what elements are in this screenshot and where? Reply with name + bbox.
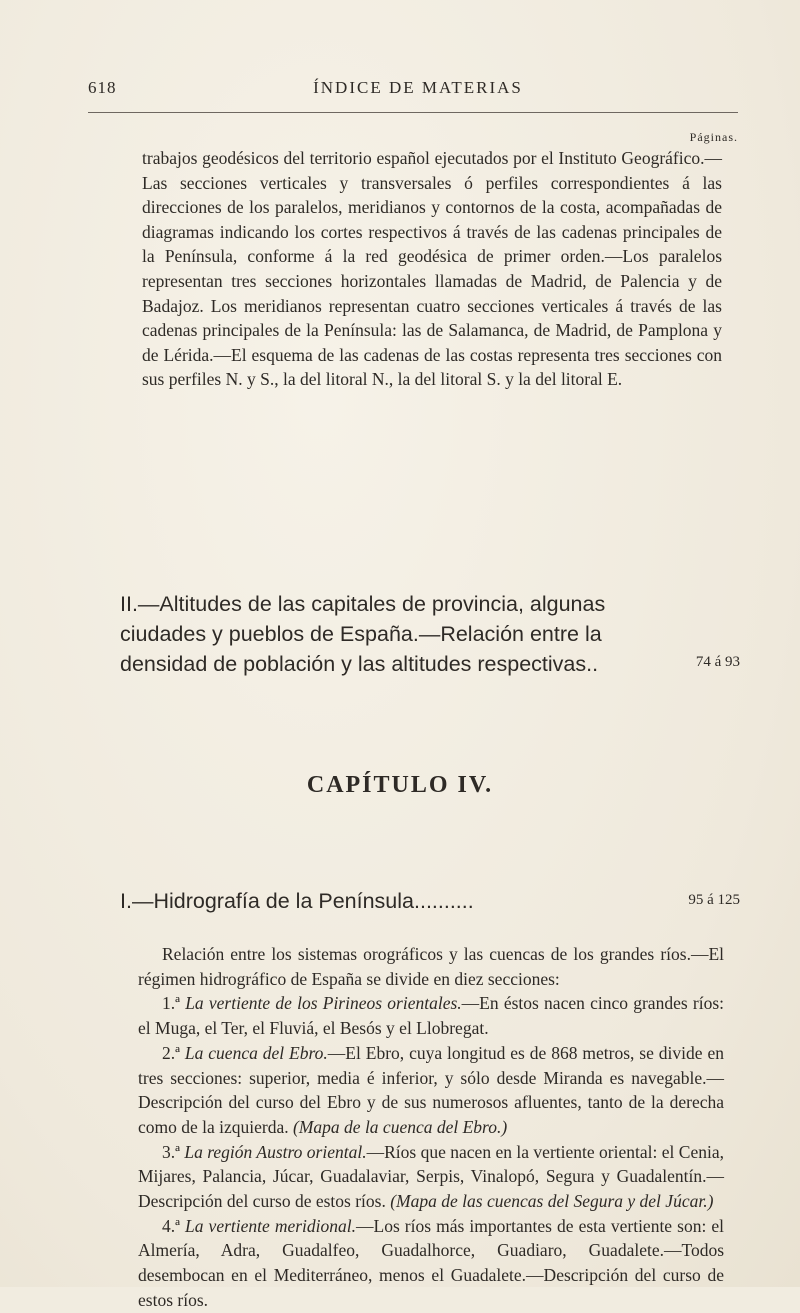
item-title: La vertiente de los Pirineos orientales. bbox=[185, 993, 462, 1014]
section-i-pages: 95 á 125 bbox=[688, 892, 740, 908]
item-number: 1.ª bbox=[162, 993, 180, 1014]
item-title: La región Austro oriental. bbox=[184, 1141, 367, 1162]
item-text: —Ríos que nacen en la vertiente oriental: el Cenia, Mijares, Palancia, Júcar, Guadalaviar, Serpis, Vinalopó, Segura y Guadalentín.—Descripción del curso de estos ríos. bbox=[138, 1141, 724, 1212]
item-text: —El Ebro, cuya longitud es de 868 metros, se divide en tres secciones: superior, media é inferior, y sólo desde Miranda es navegable.—Descripción del curso del Ebro y de sus numerosos afluentes, tanto de la derecha como de la izquierda. bbox=[138, 1042, 724, 1137]
section-i-body bbox=[138, 942, 724, 1313]
item-number: 2.ª bbox=[162, 1042, 180, 1063]
item-text: —En éstos nacen cinco grandes ríos: el Muga, el Ter, el Fluviá, el Besós y el Llobregat. bbox=[138, 993, 724, 1039]
section-ii-heading: II.—Altitudes de las capitales de provincia, algunas ciudades y pueblos de España.—Relación entre la densidad de población y las altitudes respectivas.. bbox=[120, 592, 606, 676]
item-number: 4.ª bbox=[162, 1215, 180, 1236]
paginas-label: Páginas. bbox=[689, 130, 738, 144]
section-i-heading: I.—Hidrografía de la Península.......... bbox=[120, 889, 474, 913]
item-title: La cuenca del Ebro. bbox=[184, 1042, 328, 1063]
chapter-title: CAPÍTULO IV. bbox=[306, 772, 494, 798]
item-number: 3.ª bbox=[162, 1141, 180, 1162]
running-head bbox=[88, 78, 738, 100]
intro-paragraph: trabajos geodésicos del territorio español ejecutados por el Instituto Geográfico.—Las secciones verticales y transversales ó perfiles correspondientes á las direcciones de los paralelos, meridianos y contornos de la costa, acompañadas de diagramas indicando los cortes respectivos á través de las cadenas principales de la Península, conforme á la red geodésica de primer orden.—Los paralelos representan tres secciones horizontales llamadas de Madrid, de Palencia y de Badajoz. Los meridianos representan cuatro secciones verticales á través de las cadenas principales de la Península: las de Salamanca, de Madrid, de Pamplona y de Lérida.—El esquema de las cadenas de las costas representa tres secciones con sus perfiles N. y S., la del litoral N., la del litoral S. y la del litoral E. bbox=[142, 148, 722, 390]
list-item bbox=[138, 1140, 724, 1214]
list-item bbox=[138, 1214, 724, 1313]
list-item bbox=[138, 1041, 724, 1140]
list-item bbox=[138, 991, 724, 1040]
section-ii-pages: 74 á 93 bbox=[695, 654, 740, 670]
item-text: —Los ríos más importantes de esta vertiente son: el Almería, Adra, Guadalfeo, Guadalhorce, Guadiaro, Guadalete.—Todos desembocan en el Mediterráneo, menos el Guadalete.—Descripción del curso de estos ríos. bbox=[138, 1215, 724, 1310]
header-rule bbox=[88, 112, 738, 113]
running-title: ÍNDICE DE MATERIAS bbox=[313, 78, 523, 97]
page-number: 618 bbox=[88, 78, 117, 97]
item-title: La vertiente meridional. bbox=[185, 1215, 356, 1236]
item-map: (Mapa de las cuencas del Segura y del Júcar.) bbox=[390, 1191, 714, 1212]
item-map: (Mapa de la cuenca del Ebro.) bbox=[293, 1116, 508, 1137]
body-intro: Relación entre los sistemas orográficos y las cuencas de los grandes ríos.—El régimen hidrográfico de España se divide en diez secciones: bbox=[138, 944, 724, 989]
